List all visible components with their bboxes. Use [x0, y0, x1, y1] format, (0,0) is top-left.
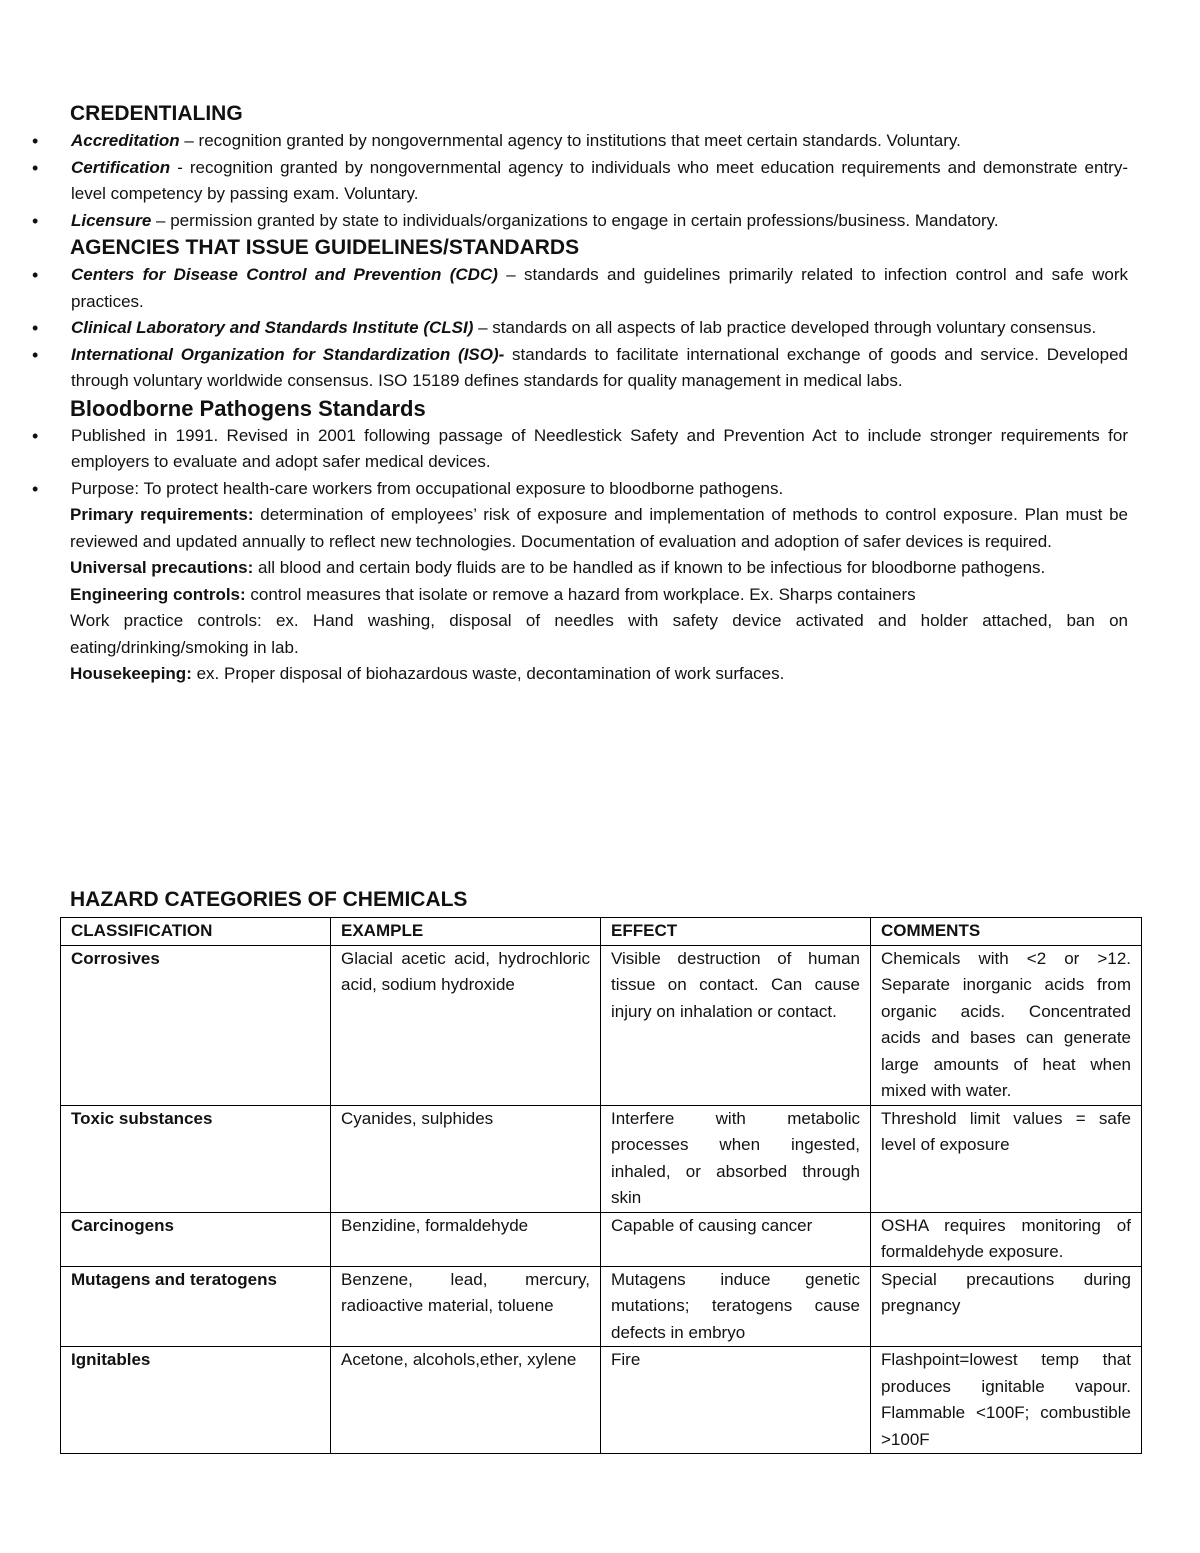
example-cell: Cyanides, sulphides — [331, 1105, 601, 1212]
column-header: COMMENTS — [871, 918, 1142, 946]
hazard-table — [60, 917, 1142, 1454]
agencies-heading: AGENCIES THAT ISSUE GUIDELINES/STANDARDS — [70, 236, 580, 259]
classification-cell: Mutagens and teratogens — [61, 1266, 331, 1347]
bloodborne-heading: Bloodborne Pathogens Standards — [70, 395, 426, 421]
example-cell: Glacial acetic acid, hydrochloric acid, sodium hydroxide — [331, 945, 601, 1105]
comments-cell: Chemicals with <2 or >12. Separate inorganic acids from organic acids. Concentrated acids and bases can generate large amounts of heat when mixed with water. — [871, 945, 1142, 1105]
classification-cell: Toxic substances — [61, 1105, 331, 1212]
classification-cell: Carcinogens — [61, 1212, 331, 1266]
credentialing-heading: CREDENTIALING — [70, 102, 243, 125]
effect-cell: Interfere with metabolic processes when ingested, inhaled, or absorbed through skin — [601, 1105, 871, 1212]
paragraph-text: Work practice controls: ex. Hand washing, disposal of needles with safety device activated and holder attached, ban on eating/drinking/smoking in lab. — [70, 611, 1128, 657]
table-row — [61, 1212, 1142, 1266]
term: Accreditation — [71, 131, 180, 150]
definition: – standards and guidelines primarily related to infection control and safe work practices. — [71, 265, 1128, 311]
definition: – permission granted by state to individuals/organizations to engage in certain professions/business. Mandatory. — [151, 210, 999, 230]
effect-cell: Capable of causing cancer — [601, 1212, 871, 1266]
list-item: • Purpose: To protect health-care workers from occupational exposure to bloodborne pathogens. — [0, 476, 1128, 503]
work-practice-paragraph — [70, 608, 1128, 661]
comments-cell: Special precautions during pregnancy — [871, 1266, 1142, 1347]
housekeeping-paragraph — [70, 661, 1128, 688]
paragraph-label: Primary requirements: — [70, 505, 254, 524]
universal-precautions-paragraph — [70, 555, 1128, 582]
list-item — [0, 342, 1128, 395]
table-row — [61, 1105, 1142, 1212]
example-cell: Acetone, alcohols,ether, xylene — [331, 1347, 601, 1454]
list-item — [0, 262, 1128, 315]
table-row — [61, 1266, 1142, 1347]
comments-cell: Threshold limit values = safe level of exposure — [871, 1105, 1142, 1212]
definition: – standards on all aspects of lab practice developed through voluntary consensus. — [473, 318, 1097, 337]
credentialing-list — [70, 128, 1128, 234]
list-item — [0, 315, 1128, 342]
paragraph-label: Universal precautions: — [70, 558, 254, 577]
paragraph-text: ex. Proper disposal of biohazardous waste, decontamination of work surfaces. — [191, 664, 785, 683]
column-header: EXAMPLE — [331, 918, 601, 946]
effect-cell: Visible destruction of human tissue on contact. Can cause injury on inhalation or contact. — [601, 945, 871, 1105]
term: Licensure — [71, 210, 152, 230]
term: Centers for Disease Control and Prevention (CDC) — [71, 265, 498, 284]
paragraph-text: control measures that isolate or remove a hazard from workplace. Ex. Sharps containers — [245, 584, 916, 604]
list-item: • Published in 1991. Revised in 2001 following passage of Needlestick Safety and Prevention Act to include stronger requirements for employers to evaluate and adopt safer medical devices. — [0, 423, 1128, 476]
list-item — [0, 208, 1128, 235]
definition: - recognition granted by nongovernmental agency to individuals who meet education requirements and demonstrate entry-level competency by passing exam. Voluntary. — [71, 157, 1128, 203]
term: Certification — [71, 157, 171, 177]
paragraph-text: determination of employees’ risk of exposure and implementation of methods to control exposure. Plan must be reviewed and updated annually to reflect new technologies. Documentation of evaluation and adoption of safer devices is required. — [70, 505, 1128, 551]
classification-cell: Ignitables — [61, 1347, 331, 1454]
classification-cell: Corrosives — [61, 945, 331, 1105]
list-item — [0, 155, 1128, 208]
definition: – recognition granted by nongovernmental agency to institutions that meet certain standards. Voluntary. — [179, 131, 961, 150]
document-body — [70, 100, 1128, 688]
term: International Organization for Standardization (ISO)- — [71, 344, 505, 364]
comments-cell: OSHA requires monitoring of formaldehyde exposure. — [871, 1212, 1142, 1266]
bloodborne-list — [70, 423, 1128, 503]
paragraph-text: all blood and certain body fluids are to be handled as if known to be infectious for bloodborne pathogens. — [253, 558, 1046, 577]
list-item — [0, 128, 1128, 155]
column-header: CLASSIFICATION — [61, 918, 331, 946]
term: Clinical Laboratory and Standards Institute (CLSI) — [71, 318, 474, 337]
comments-cell: Flashpoint=lowest temp that produces ignitable vapour. Flammable <100F; combustible >100F — [871, 1347, 1142, 1454]
example-cell: Benzene, lead, mercury, radioactive material, toluene — [331, 1266, 601, 1347]
engineering-controls-paragraph — [70, 582, 1128, 609]
primary-requirements-paragraph — [70, 502, 1128, 555]
table-row — [61, 1347, 1142, 1454]
effect-cell: Mutagens induce genetic mutations; teratogens cause defects in embryo — [601, 1266, 871, 1347]
hazard-table-title: HAZARD CATEGORIES OF CHEMICALS — [70, 888, 468, 911]
paragraph-label: Engineering controls: — [70, 584, 246, 604]
definition: standards to facilitate international exchange of goods and service. Developed through voluntary worldwide consensus. ISO 15189 defines standards for quality management in medical labs. — [71, 344, 1128, 390]
paragraph-label: Housekeeping: — [70, 664, 192, 683]
table-header-row — [61, 918, 1142, 946]
table-row — [61, 945, 1142, 1105]
agencies-list — [70, 262, 1128, 395]
effect-cell: Fire — [601, 1347, 871, 1454]
example-cell: Benzidine, formaldehyde — [331, 1212, 601, 1266]
column-header: EFFECT — [601, 918, 871, 946]
